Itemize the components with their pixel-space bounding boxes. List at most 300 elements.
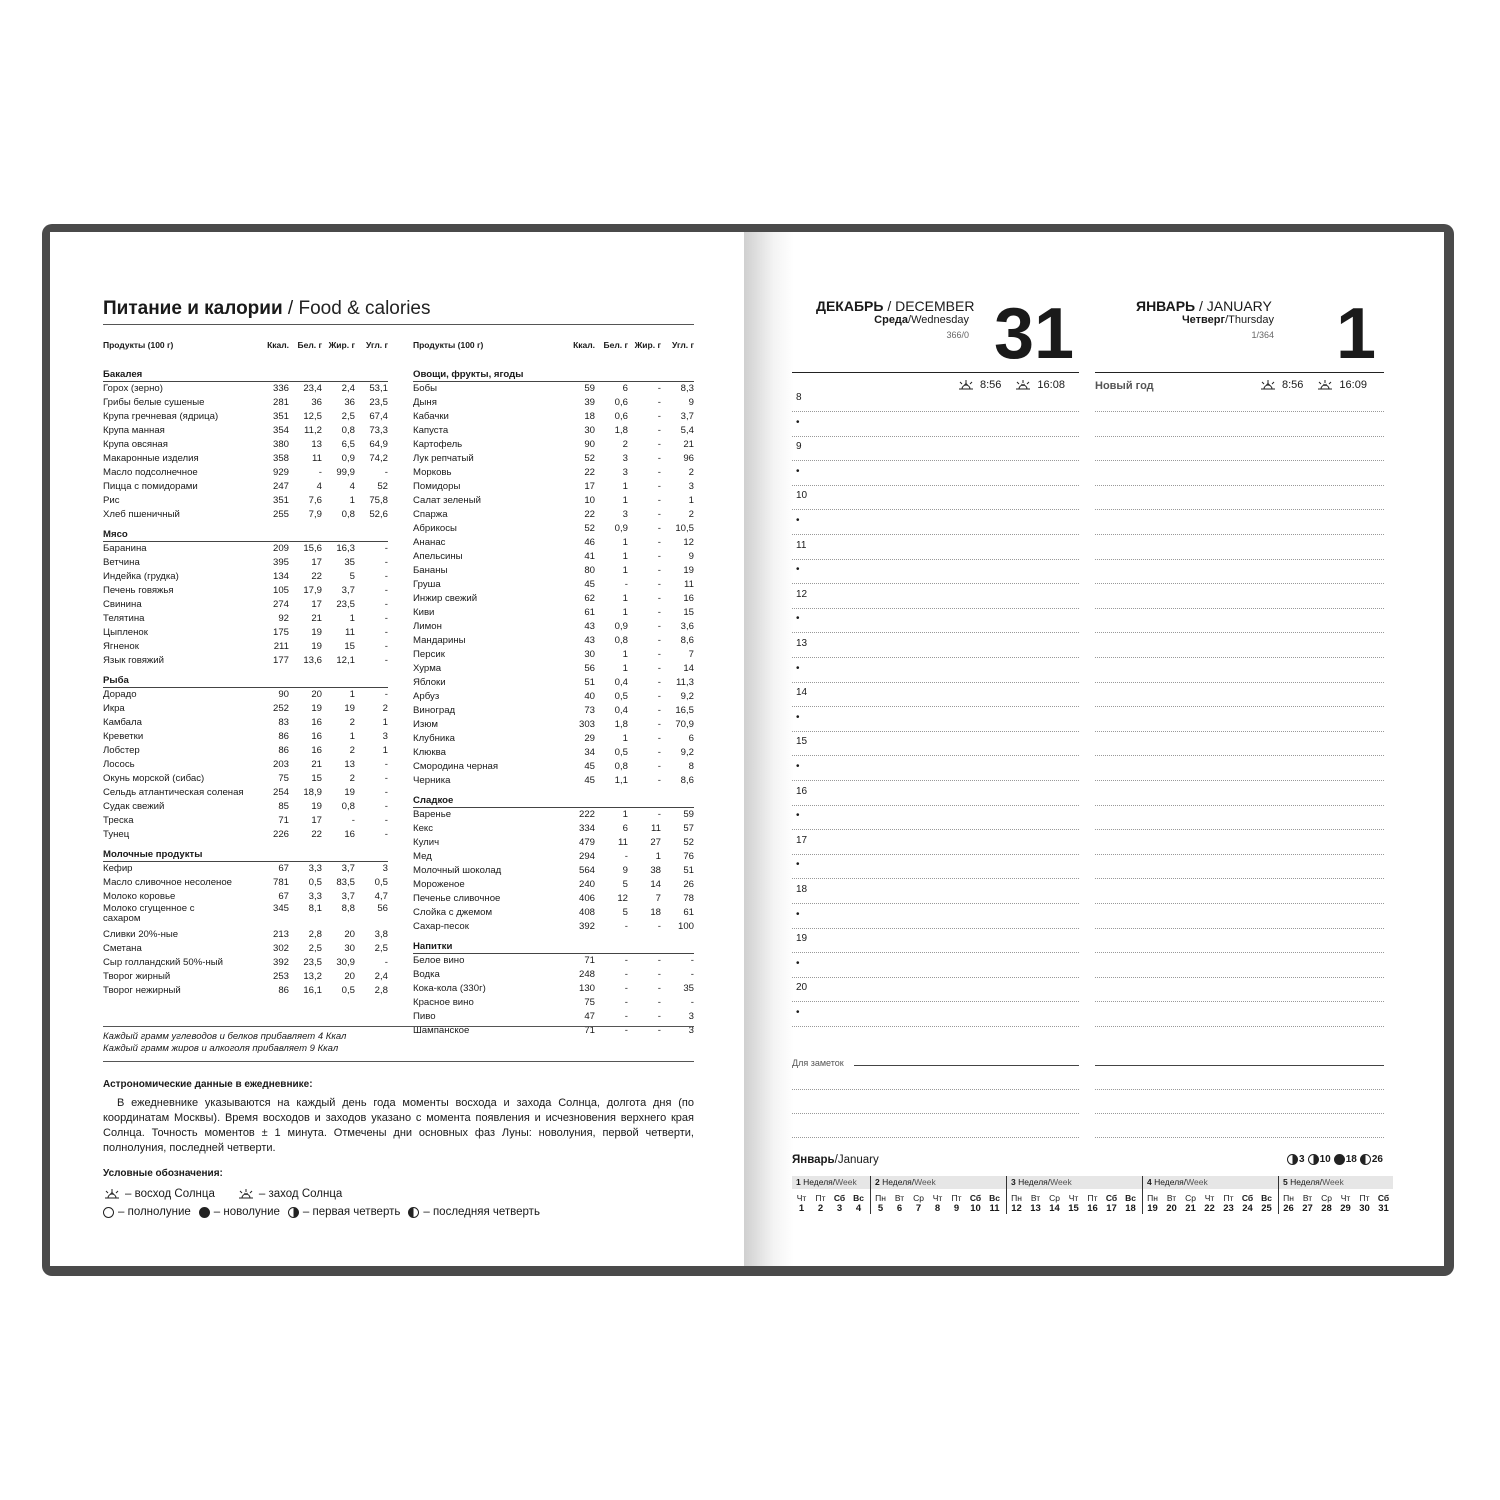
protein-value: 0,6 (614, 411, 628, 422)
calendar-date[interactable]: 25 (1261, 1203, 1272, 1214)
carb-value: 3,8 (374, 929, 388, 940)
food-name: Лосось (103, 759, 135, 770)
week-word-en: Week (1322, 1177, 1344, 1187)
title-separator: / (282, 298, 299, 319)
weekday-row (792, 1189, 870, 1203)
protein-value: 16,1 (303, 985, 322, 996)
protein-value: 1 (622, 607, 628, 618)
day2-holiday: Новый год (1095, 380, 1154, 392)
time-slot-day2[interactable] (1095, 976, 1384, 978)
time-slot-day1[interactable] (792, 558, 1079, 560)
time-slot-day2[interactable] (1095, 730, 1384, 732)
time-slot-day2[interactable] (1095, 927, 1384, 929)
carb-value: 51 (683, 865, 694, 876)
fat-value: - (657, 411, 661, 422)
fat-value: - (657, 635, 661, 646)
table-row (103, 640, 388, 654)
time-slot-day2[interactable] (1095, 902, 1384, 904)
time-slot-day1[interactable] (792, 976, 1079, 978)
table-row (103, 928, 388, 942)
carb-value: 15 (683, 607, 694, 618)
protein-value: 21 (311, 613, 322, 624)
calendar-week (1143, 1176, 1279, 1214)
time-slot-day1[interactable] (792, 853, 1079, 855)
kcal-value: 303 (578, 719, 595, 730)
header-carb: Угл. г (672, 340, 694, 350)
food-name: Лимон (413, 621, 442, 632)
food-name: Молоко сгущенное с сахаром (103, 903, 195, 924)
food-name: Баранина (103, 543, 147, 554)
carb-value: 3 (688, 481, 694, 492)
carb-value: - (384, 641, 388, 652)
carb-value: 2 (688, 467, 694, 478)
calendar-date[interactable]: 31 (1378, 1203, 1389, 1214)
header-fat: Жир. г (328, 340, 355, 350)
kcal-value: 240 (578, 879, 595, 890)
time-slot-day2[interactable] (1095, 410, 1384, 412)
calendar-date[interactable]: 1 (798, 1203, 805, 1214)
protein-value: 8,1 (308, 903, 322, 914)
food-name: Черника (413, 775, 451, 786)
time-slot-day2[interactable] (1095, 951, 1384, 953)
fat-value: 36 (344, 397, 355, 408)
notes-line[interactable] (792, 1112, 1079, 1114)
table-row (413, 774, 694, 788)
time-slot-day2[interactable] (1095, 656, 1384, 658)
food-name: Икра (103, 703, 125, 714)
calendar-date[interactable]: 8 (934, 1203, 941, 1214)
week-number: 1 (796, 1177, 801, 1187)
kcal-value: 80 (584, 565, 595, 576)
weekday-label: Пн (1283, 1193, 1294, 1203)
protein-value: 11,2 (304, 425, 322, 436)
day1-month-en: DECEMBER (895, 298, 975, 314)
time-slot-day1[interactable] (792, 705, 1079, 707)
kcal-value: 22 (584, 509, 595, 520)
carb-value: - (384, 627, 388, 638)
calendar-date[interactable]: 13 (1030, 1203, 1041, 1214)
kcal-value: 86 (278, 731, 289, 742)
food-name: Смородина черная (413, 761, 499, 772)
week-word-en: Week (835, 1177, 857, 1187)
kcal-value: 134 (272, 571, 289, 582)
time-slot-day1[interactable] (792, 681, 1079, 683)
table-header (413, 340, 694, 362)
time-slot-day1[interactable] (792, 804, 1079, 806)
fat-value: 3,7 (341, 891, 355, 902)
time-slot-day2[interactable] (1095, 558, 1384, 560)
day2-divider (1095, 372, 1384, 373)
calendar-date[interactable]: 26 (1283, 1203, 1294, 1214)
mini-calendar (792, 1176, 1390, 1214)
fat-value: - (657, 523, 661, 534)
time-slot-day1[interactable] (792, 730, 1079, 732)
notes-line[interactable] (792, 1136, 1079, 1138)
food-name: Яблоки (413, 677, 446, 688)
fat-value: 0,8 (341, 801, 355, 812)
table-row (413, 982, 694, 996)
food-name: Горох (зерно) (103, 383, 163, 394)
food-name: Сахар-песок (413, 921, 469, 932)
kcal-value: 203 (272, 759, 289, 770)
carb-value: 52 (683, 837, 694, 848)
protein-value: 16 (311, 717, 322, 728)
time-slot-day2[interactable] (1095, 1000, 1384, 1002)
time-slot-day2[interactable] (1095, 705, 1384, 707)
time-slot-day2[interactable] (1095, 582, 1384, 584)
note-fat-alcohol: Каждый грамм жиров и алкоголя прибавляет 9 Ккал (103, 1043, 339, 1054)
fat-value: - (657, 425, 661, 436)
food-name: Масло сливочное несоленое (103, 877, 233, 888)
hour-label: 13 (796, 638, 808, 649)
time-slot-day2[interactable] (1095, 853, 1384, 855)
carb-value: 74,2 (369, 453, 388, 464)
time-slot-day1[interactable] (792, 435, 1079, 437)
protein-value: 13,2 (303, 971, 322, 982)
fat-value: 20 (344, 971, 355, 982)
protein-value: 15,6 (303, 543, 322, 554)
kcal-value: 52 (584, 523, 595, 534)
fat-value: 3,7 (341, 863, 355, 874)
sunrise-icon (103, 1188, 121, 1200)
calendar-date[interactable]: 23 (1223, 1203, 1234, 1214)
protein-value: - (624, 921, 628, 932)
kcal-value: 345 (272, 903, 289, 914)
time-slot-day2[interactable] (1095, 828, 1384, 830)
protein-value: 23,5 (303, 957, 322, 968)
calendar-date[interactable]: 10 (970, 1203, 981, 1214)
table-row (103, 984, 388, 998)
table-row (413, 892, 694, 906)
protein-value: 13 (311, 439, 322, 450)
fat-value: 0,9 (341, 453, 355, 464)
time-slot-day1[interactable] (792, 607, 1079, 609)
time-slot-day1[interactable] (792, 828, 1079, 830)
kcal-value: 45 (584, 579, 595, 590)
time-slot-day1[interactable] (792, 459, 1079, 461)
table-row (103, 942, 388, 956)
food-name: Тунец (103, 829, 130, 840)
food-name: Креветки (103, 731, 144, 742)
calendar-date[interactable]: 20 (1166, 1203, 1177, 1214)
table-row (103, 956, 388, 970)
half-hour-mark: • (796, 416, 800, 428)
kcal-value: 175 (272, 627, 289, 638)
kcal-value: 929 (272, 467, 289, 478)
kcal-value: 92 (278, 613, 289, 624)
calendar-date[interactable]: 9 (953, 1203, 960, 1214)
kcal-value: 336 (272, 383, 289, 394)
time-slot-day1[interactable] (792, 779, 1079, 781)
table-row (413, 578, 694, 592)
weekday-label: Ср (1185, 1193, 1196, 1203)
day2-weekday-ru: Четверг (1181, 314, 1226, 326)
legend-sunrise-label: – восход Солнца (125, 1188, 215, 1200)
notes-line-day2[interactable] (1095, 1065, 1384, 1066)
time-slot-day1[interactable] (792, 902, 1079, 904)
calendar-date[interactable]: 2 (817, 1203, 824, 1214)
category-heading: Молочные продукты (103, 848, 388, 862)
carb-value: - (384, 773, 388, 784)
food-name: Мороженое (413, 879, 465, 890)
fat-value: 3,7 (341, 585, 355, 596)
category-heading: Бакалея (103, 368, 388, 382)
calendar-date[interactable]: 7 (915, 1203, 922, 1214)
calendar-date[interactable]: 12 (1011, 1203, 1022, 1214)
fat-value: 2 (349, 745, 355, 756)
half-hour-mark: • (796, 711, 800, 723)
time-slot-day2[interactable] (1095, 1025, 1384, 1027)
fat-value: - (657, 621, 661, 632)
time-slot-day2[interactable] (1095, 533, 1384, 535)
fat-value: 1 (655, 851, 661, 862)
time-slot-day2[interactable] (1095, 435, 1384, 437)
fat-value: 23,5 (336, 599, 355, 610)
calendar-date[interactable]: 30 (1359, 1203, 1370, 1214)
food-name: Кекс (413, 823, 434, 834)
notes-line-day1[interactable] (854, 1065, 1079, 1066)
fat-value: - (657, 809, 661, 820)
fat-value: - (657, 509, 661, 520)
food-name: Клюква (413, 747, 446, 758)
calendar-date[interactable]: 14 (1049, 1203, 1060, 1214)
carb-value: 8 (688, 761, 694, 772)
table-row (413, 690, 694, 704)
carb-value: 3 (382, 863, 388, 874)
food-name: Дыня (413, 397, 437, 408)
calendar-date[interactable]: 29 (1340, 1203, 1351, 1214)
header-kcal: Ккал. (267, 340, 289, 350)
fat-value: 83,5 (336, 877, 355, 888)
fat-value: - (657, 1011, 661, 1022)
kcal-value: 34 (584, 747, 595, 758)
kcal-value: 90 (584, 439, 595, 450)
time-slot-day1[interactable] (792, 410, 1079, 412)
fat-value: 30 (344, 943, 355, 954)
kcal-value: 254 (272, 787, 289, 798)
time-slot-day2[interactable] (1095, 508, 1384, 510)
day1-yearday: 366/0 (946, 330, 969, 340)
carb-value: - (690, 969, 694, 980)
fat-value: 6,5 (341, 439, 355, 450)
carb-value: 2,8 (374, 985, 388, 996)
table-row (413, 704, 694, 718)
carb-value: 1 (382, 717, 388, 728)
carb-value: 2,5 (374, 943, 388, 954)
time-slot-day1[interactable] (792, 951, 1079, 953)
kcal-value: 30 (584, 425, 595, 436)
food-name: Индейка (грудка) (103, 571, 179, 582)
day1-weekday-ru: Среда (874, 314, 909, 326)
carb-value: 26 (683, 879, 694, 890)
week-word-en: Week (1050, 1177, 1072, 1187)
protein-value: 6 (622, 383, 628, 394)
time-slot-day1[interactable] (792, 927, 1079, 929)
weekday-label: Пт (1087, 1193, 1098, 1203)
carb-value: 59 (683, 809, 694, 820)
weekday-label: Сб (969, 1193, 982, 1203)
date-row (1279, 1203, 1393, 1214)
time-slot-day2[interactable] (1095, 681, 1384, 683)
hour-label: 19 (796, 933, 808, 945)
table-row (103, 890, 388, 904)
fat-value: 8,8 (341, 903, 355, 914)
kcal-value: 83 (278, 717, 289, 728)
food-name: Шампанское (413, 1025, 470, 1036)
calendar-date[interactable]: 27 (1302, 1203, 1313, 1214)
table-row (413, 382, 694, 396)
calendar-date[interactable]: 16 (1087, 1203, 1098, 1214)
fat-value: - (657, 733, 661, 744)
calendar-date[interactable]: 28 (1321, 1203, 1332, 1214)
time-slot-day2[interactable] (1095, 779, 1384, 781)
table-row (413, 634, 694, 648)
half-hour-mark: • (796, 465, 800, 477)
food-name: Спаржа (413, 509, 448, 520)
fat-value: 2,4 (341, 383, 355, 394)
carb-value: - (384, 957, 388, 968)
day2-header: ЯНВАРЬ / JANUARY Четверг/Thursday 1/364 (1136, 298, 1274, 340)
time-slot-day1[interactable] (792, 533, 1079, 535)
time-slot-day2[interactable] (1095, 607, 1384, 609)
week-number: 3 (1011, 1177, 1016, 1187)
table-row (413, 906, 694, 920)
calendar-date[interactable]: 17 (1106, 1203, 1117, 1214)
time-slot-day2[interactable] (1095, 754, 1384, 756)
kcal-value: 392 (272, 957, 289, 968)
hour-label: 12 (796, 588, 808, 600)
protein-value: 9 (622, 865, 628, 876)
table-row (103, 556, 388, 570)
protein-value: - (318, 467, 322, 478)
calendar-date[interactable]: 15 (1068, 1203, 1079, 1214)
weekday-label: Вт (1302, 1193, 1313, 1203)
time-slot-day2[interactable] (1095, 484, 1384, 486)
time-slot-day1[interactable] (792, 1000, 1079, 1002)
protein-value: 7,9 (308, 509, 322, 520)
food-name: Мед (413, 851, 432, 862)
legend-last-label: – последняя четверть (423, 1206, 540, 1218)
calendar-date[interactable]: 6 (896, 1203, 903, 1214)
time-slot-day1[interactable] (792, 1025, 1079, 1027)
day1-sun-times (957, 379, 1065, 391)
table-row (413, 508, 694, 522)
carb-value: 9,2 (680, 747, 694, 758)
protein-value: 1,8 (614, 719, 628, 730)
protein-value: 16 (311, 731, 322, 742)
time-slot-day1[interactable] (792, 631, 1079, 633)
time-slot-day2[interactable] (1095, 459, 1384, 461)
food-name: Крупа манная (103, 425, 165, 436)
carb-value: - (384, 599, 388, 610)
carb-value: - (384, 801, 388, 812)
carb-value: 76 (683, 851, 694, 862)
hour-label: 9 (796, 441, 802, 453)
weekday-label: Ср (913, 1193, 924, 1203)
fat-value: 1 (349, 495, 355, 506)
protein-value: - (624, 969, 628, 980)
calendar-date[interactable]: 5 (877, 1203, 884, 1214)
fat-value: - (657, 551, 661, 562)
kcal-value: 61 (584, 607, 595, 618)
notes-line[interactable] (792, 1088, 1079, 1090)
calendar-date[interactable]: 19 (1147, 1203, 1158, 1214)
week-word-ru: Неделя (1154, 1177, 1184, 1187)
fat-value: - (657, 677, 661, 688)
table-row (103, 626, 388, 640)
calendar-date[interactable]: 22 (1204, 1203, 1215, 1214)
table-row (103, 570, 388, 584)
calendar-month-ru: Январь (792, 1154, 835, 1166)
food-name: Груша (413, 579, 441, 590)
day2-sunset: 16:09 (1339, 379, 1367, 391)
time-slot-day2[interactable] (1095, 877, 1384, 879)
first-quarter-icon (288, 1207, 299, 1218)
calendar-date[interactable]: 21 (1185, 1203, 1196, 1214)
time-slot-day1[interactable] (792, 508, 1079, 510)
protein-value: 6 (622, 823, 628, 834)
fat-value: 1 (349, 613, 355, 624)
kcal-value: 255 (272, 509, 289, 520)
carb-value: 56 (377, 903, 388, 914)
kcal-value: 479 (578, 837, 595, 848)
table-row (413, 822, 694, 836)
kcal-value: 17 (584, 481, 595, 492)
calendar-date[interactable]: 24 (1242, 1203, 1253, 1214)
weekday-label: Чт (1068, 1193, 1079, 1203)
carb-value: 9 (688, 397, 694, 408)
kcal-value: 43 (584, 621, 595, 632)
calendar-date[interactable]: 18 (1125, 1203, 1136, 1214)
time-slot-day1[interactable] (792, 754, 1079, 756)
table-row (103, 480, 388, 494)
day1-sunset: 16:08 (1037, 379, 1065, 391)
fat-value: 1 (349, 731, 355, 742)
food-name: Бананы (413, 565, 448, 576)
calendar-date[interactable]: 11 (989, 1203, 1000, 1214)
time-slot-day2[interactable] (1095, 631, 1384, 633)
protein-value: 2,5 (308, 943, 322, 954)
week-word-en: Week (1186, 1177, 1208, 1187)
day2-sun-times (1259, 379, 1367, 391)
time-slot-day1[interactable] (792, 656, 1079, 658)
fat-value: - (657, 921, 661, 932)
notes-line[interactable] (1095, 1088, 1384, 1090)
calendar-date[interactable]: 4 (855, 1203, 862, 1214)
food-name: Салат зеленый (413, 495, 481, 506)
kcal-value: 56 (584, 663, 595, 674)
protein-value: 17,9 (303, 585, 322, 596)
notes-line[interactable] (1095, 1136, 1384, 1138)
time-slot-day1[interactable] (792, 877, 1079, 879)
kcal-value: 105 (272, 585, 289, 596)
food-name: Морковь (413, 467, 452, 478)
time-slot-day1[interactable] (792, 484, 1079, 486)
table-row (413, 732, 694, 746)
header-kcal: Ккал. (573, 340, 595, 350)
table-row (103, 466, 388, 480)
kcal-value: 46 (584, 537, 595, 548)
time-slot-day2[interactable] (1095, 804, 1384, 806)
calendar-date[interactable]: 3 (836, 1203, 843, 1214)
time-slot-day1[interactable] (792, 582, 1079, 584)
food-name: Красное вино (413, 997, 474, 1008)
weekday-label: Вс (1125, 1193, 1136, 1203)
table-row (413, 536, 694, 550)
notes-line[interactable] (1095, 1112, 1384, 1114)
kcal-value: 10 (584, 495, 595, 506)
new-moon-icon (1334, 1154, 1345, 1165)
